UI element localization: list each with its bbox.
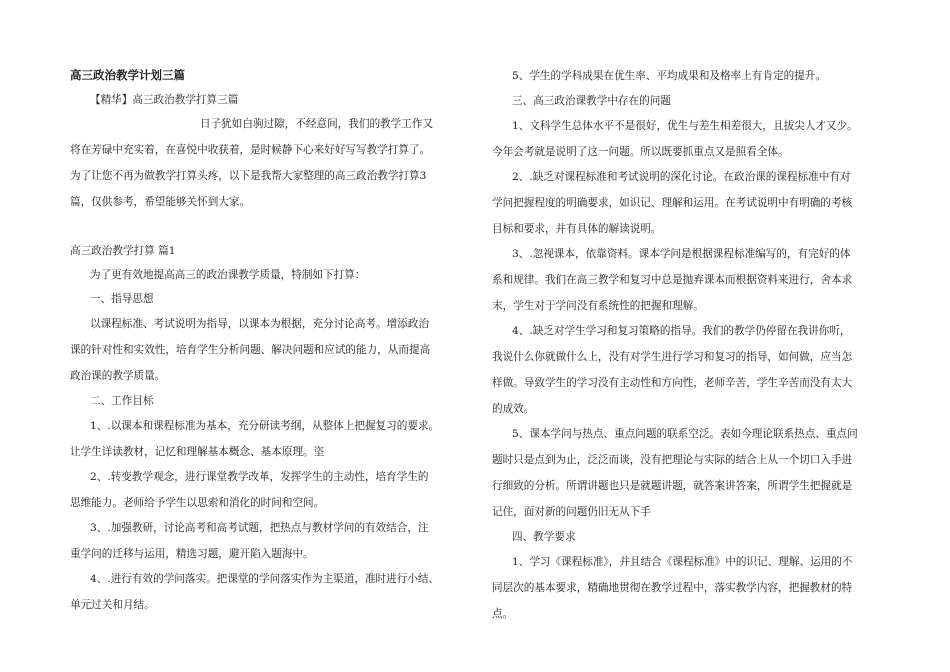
paragraph-line: 点。 xyxy=(492,608,514,620)
paragraph-line: 目标和要求，并有具体的解读说明。 xyxy=(492,223,662,235)
paragraph-line: 行细致的分析。所谓讲题也只是就题讲题，就答案讲答案，所谓学生把握就是 xyxy=(492,480,853,492)
paragraph-line: 3、.加强教研，讨论高考和高考试题，把热点与教材学问的有效结合，注 xyxy=(90,522,429,534)
paragraph-line: 题时只是点到为止，泛泛而谈，没有把理论与实际的结合上从一个切口入手进 xyxy=(492,454,853,466)
paragraph-line: 末，学生对于学问没有系统性的把握和理解。 xyxy=(492,300,704,312)
paragraph-line: 思维能力。老师给予学生以思索和消化的时间和空间。 xyxy=(70,497,325,509)
paragraph-line: 5、课本学问与热点、重点问题的联系空泛。表如今理论联系热点、重点问 xyxy=(512,428,858,440)
paragraph-line: 重学问的迁移与运用，精选习题，避开陷入题海中。 xyxy=(70,548,314,560)
intro-line: 日子犹如白驹过隙，不经意间，我们的教学工作又 xyxy=(200,118,434,130)
paragraph-line: 样做。导致学生的学习没有主动性和方向性，老师辛苦，学生辛苦而没有太大 xyxy=(492,377,853,389)
paragraph-line: 学问把握程度的明确要求，如识记、理解和运用。在考试说明中有明确的考核 xyxy=(492,197,853,209)
paragraph-line: 让学生详读教材，记忆和理解基本概念、基本原理。垐 xyxy=(70,446,325,458)
paragraph-line: 1、文科学生总体水平不是很好，优生与差生相差很大，且拔尖人才又少。 xyxy=(512,120,858,132)
paragraph-line: 5、学生的学科成果在优生率、平均成果和及格率上有肯定的提升。 xyxy=(512,70,826,82)
paragraph-line: 课的针对性和实效性，培育学生分析问题、解决问题和应试的能力，从而提高 xyxy=(70,344,431,356)
paragraph-line: 2、.缺乏对课程标准和考试说明的深化讨论。在政治课的课程标准中有对 xyxy=(512,171,851,183)
paragraph-line: 1、.以课本和课程标准为基本，充分研读考纲，从整体上把握复习的要求。 xyxy=(90,420,440,432)
heading-teaching-requirements: 四、教学要求 xyxy=(512,531,576,543)
paragraph-line: 单元过关和月结。 xyxy=(70,599,155,611)
paragraph-line: 4、.缺乏对学生学习和复习策略的指导。我们的教学仍停留在我讲你听， xyxy=(512,325,851,337)
document-subtitle: 【精华】高三政治教学打算三篇 xyxy=(90,94,239,106)
section-title: 高三政治教学打算 篇1 xyxy=(70,245,176,257)
heading-guiding-ideology: 一、指导思想 xyxy=(90,293,154,305)
paragraph-line: 以课程标准、考试说明为指导，以课本为根据，充分讨论高考。增添政治 xyxy=(90,318,429,330)
paragraph-line: 4、.进行有效的学问落实。把课堂的学问落实作为主渠道，准时进行小结、 xyxy=(90,573,440,585)
paragraph-line: 政治课的教学质量。 xyxy=(70,370,166,382)
paragraph-line: 为了更有效地提高高三的政治课教学质量，特制如下打算： xyxy=(90,269,366,281)
paragraph-line: 同层次的基本要求，精确地贯彻在教学过程中，落实教学内容，把握教材的特 xyxy=(492,582,853,594)
paragraph-line: 2、.转变教学观念，进行课堂教学改革，发挥学生的主动性，培育学生的 xyxy=(90,471,429,483)
paragraph-line: 1、学习《课程标准》，并且结合《课程标准》中的识记、理解、运用的不 xyxy=(512,556,853,568)
heading-existing-problems: 三、高三政治课教学中存在的问题 xyxy=(512,95,671,107)
paragraph-line: 记住，面对新的问题仍旧无从下手 xyxy=(492,506,651,518)
paragraph-line: 3、.忽视课本，依靠资料。课本学问是根据课程标准编写的，有完好的体 xyxy=(512,248,851,260)
heading-work-goals: 二、工作目标 xyxy=(90,395,154,407)
paragraph-line: 系和规律。我们在高三教学和复习中总是抛弃课本而根据资料来进行，舍本求 xyxy=(492,274,853,286)
intro-line: 将在芳碌中充实着，在喜悦中收获着，是时候静下心来好好写写教学打算了。 xyxy=(70,144,431,156)
paragraph-line: 我说什么你就做什么上，没有对学生进行学习和复习的指导，如何做，应当怎 xyxy=(492,351,853,363)
document-title: 高三政治教学计划三篇 xyxy=(70,68,185,82)
paragraph-line: 的成效。 xyxy=(492,403,535,415)
paragraph-line: 今年会考就是说明了这一问题。所以既要抓重点又是照看全体。 xyxy=(492,146,789,158)
intro-line: 篇，仅供参考，希望能够关怀到大家。 xyxy=(70,196,251,208)
intro-line: 为了让您不再为做教学打算头疼，以下是我帮大家整理的高三政治教学打算3 xyxy=(70,170,427,182)
